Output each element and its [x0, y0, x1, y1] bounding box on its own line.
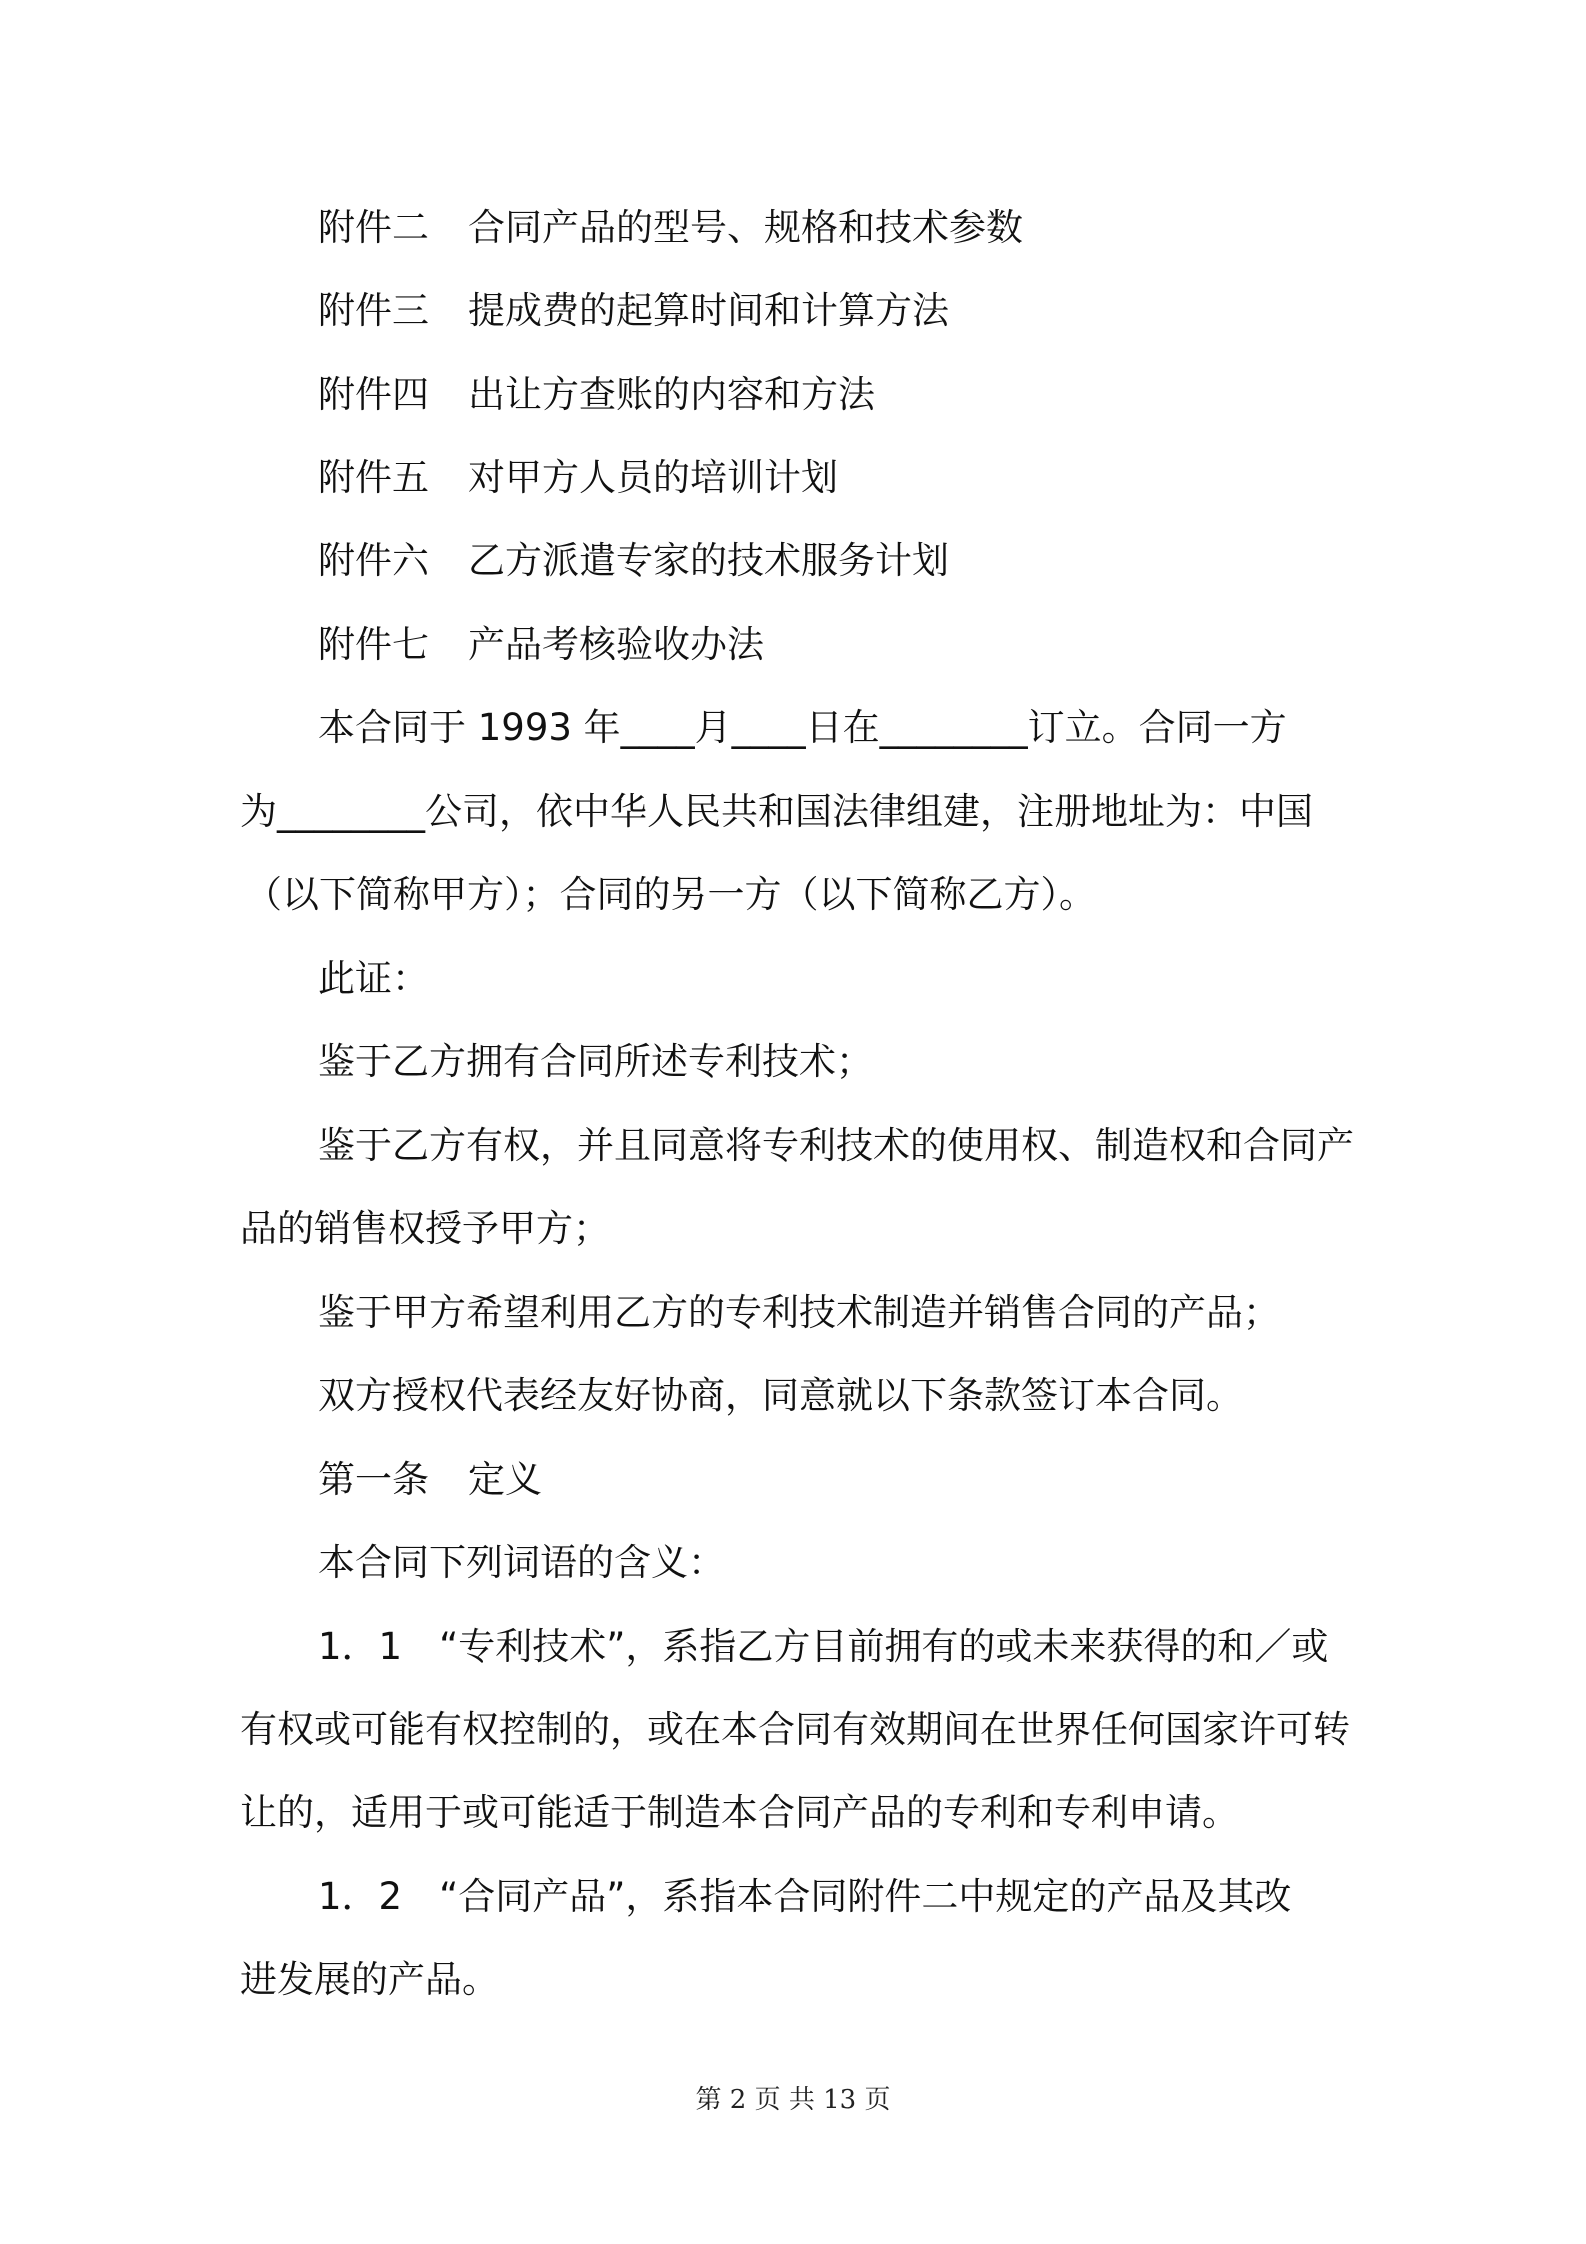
annex-6: [318, 535, 949, 587]
annex-title: 合同产品的型号、规格和技术参数: [468, 206, 1023, 249]
annex-label: 附件七: [318, 623, 429, 666]
definitions-intro: 本合同下列词语的含义：: [318, 1541, 725, 1584]
annex-4: [318, 369, 875, 421]
intro-line-3: （以下简称甲方）；合同的另一方（以下简称乙方）。: [245, 873, 1096, 916]
page-number-footer: 第 2 页 共 13 页: [695, 2085, 891, 2115]
whereas-2-line-1: 鉴于乙方有权，并且同意将专利技术的使用权、制造权和合同产: [318, 1124, 1354, 1167]
definition-1-1-line-3: 让的，适用于或可能适于制造本合同产品的专利和专利申请。: [240, 1791, 1239, 1834]
annex-title: 产品考核验收办法: [468, 623, 764, 666]
definition-1-2-line-2: 进发展的产品。: [240, 1958, 499, 2001]
whereas-2-line-2: 品的销售权授予甲方；: [240, 1207, 610, 1250]
annex-title: 提成费的起算时间和计算方法: [468, 289, 949, 332]
agreement-line: 双方授权代表经友好协商，同意就以下条款签订本合同。: [318, 1374, 1243, 1417]
annex-label: 附件四: [318, 373, 429, 416]
annex-title: 出让方查账的内容和方法: [468, 373, 875, 416]
intro-line-2: 为________公司，依中华人民共和国法律组建，注册地址为：中国: [240, 790, 1313, 833]
intro-line-1: 本合同于 1993 年____月____日在________订立。合同一方: [318, 706, 1287, 749]
whereas-1: 鉴于乙方拥有合同所述专利技术；: [318, 1040, 873, 1083]
annex-label: 附件三: [318, 289, 429, 332]
annex-label: 附件二: [318, 206, 429, 249]
definition-1-1-line-2: 有权或可能有权控制的，或在本合同有效期间在世界任何国家许可转: [240, 1708, 1350, 1751]
annex-label: 附件六: [318, 539, 429, 582]
annex-7: [318, 619, 764, 671]
article-label: 第一条: [318, 1458, 429, 1501]
definition-1-2-line-1: 1．2 “合同产品”，系指本合同附件二中规定的产品及其改: [318, 1875, 1292, 1918]
annex-title: 对甲方人员的培训计划: [468, 456, 838, 499]
annex-2: [318, 202, 1023, 254]
whereas-3: 鉴于甲方希望利用乙方的专利技术制造并销售合同的产品；: [318, 1291, 1280, 1334]
article-title: 定义: [468, 1458, 542, 1501]
annex-3: [318, 285, 949, 337]
witness-line: 此证：: [318, 957, 429, 1000]
definition-1-1-line-1: 1．1 “专利技术”，系指乙方目前拥有的或未来获得的和／或: [318, 1625, 1329, 1668]
annex-title: 乙方派遣专家的技术服务计划: [468, 539, 949, 582]
annex-label: 附件五: [318, 456, 429, 499]
article-1-heading: [318, 1454, 542, 1506]
annex-5: [318, 452, 838, 504]
